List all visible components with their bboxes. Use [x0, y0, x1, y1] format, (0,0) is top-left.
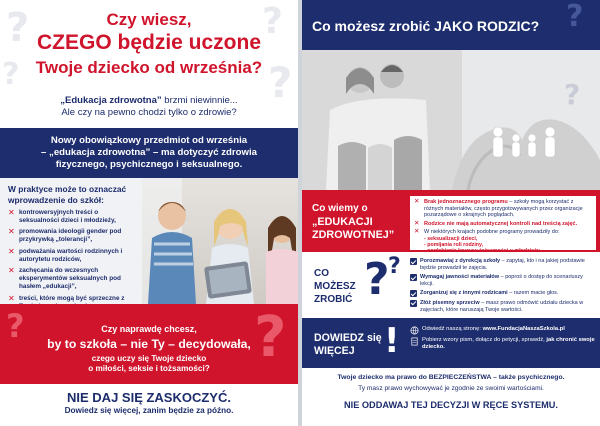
list-item: [414, 221, 592, 228]
list-item: [414, 229, 592, 236]
title-line-1: Czy wiesz,: [106, 10, 192, 29]
question-mark-icon: ?: [388, 254, 401, 279]
question-line-3-4: [0, 354, 298, 374]
right-header: [302, 0, 600, 50]
x-mark-icon: ✕: [414, 219, 420, 227]
sub-item: - pomijania roli rodziny,: [424, 242, 484, 249]
section1-label-3: ZDROWOTNEJ”: [312, 229, 395, 241]
risk-text: promowania ideologii gender pod przykrywką „tolerancji”,: [19, 228, 122, 244]
fact-bold: Rodzice nie mają automatycznej kontroli nad treścią zajęć.: [424, 220, 578, 227]
question-mark-icon: ?: [566, 0, 584, 34]
action-rest: – masz prawo odmówić udziału dziecka w zajęciach, które naruszają Twoje wartości.: [420, 299, 584, 313]
sub-item: - seksualizacji dzieci,: [424, 235, 478, 242]
question-mark-icon: ?: [262, 1, 283, 42]
download-link[interactable]: [410, 337, 596, 351]
lead-line-2: Ale czy na pewno chodzi tylko o zdrowie?: [61, 107, 237, 118]
footer-subline: Dowiedz się więcej, zanim będzie za późno.: [64, 406, 234, 415]
question-band: [0, 304, 298, 384]
x-mark-icon: ✕: [8, 246, 15, 256]
checkmark-icon: [410, 300, 417, 307]
actions-list: [410, 258, 596, 316]
title-line-2: CZEGO będzie uczone: [36, 31, 262, 54]
question-mark-icon: ?: [2, 57, 20, 92]
children-with-tablet-photo: [142, 178, 298, 304]
section3-label-2: WIĘCEJ: [314, 345, 355, 357]
x-mark-icon: ✕: [8, 208, 15, 217]
section1-label-2: „EDUKACJI: [312, 216, 373, 228]
section2-label-1: CO: [314, 268, 329, 279]
lead-text: [0, 95, 298, 119]
action-rest: – razem macie głos.: [507, 290, 559, 297]
list-item: [410, 290, 596, 297]
left-page: [0, 0, 298, 426]
question-mark-icon: ?: [364, 254, 390, 305]
lead-rest: brzmi niewinnie...: [161, 95, 238, 106]
risk-text: treści, które mogą być sprzeczne z: [19, 294, 125, 302]
x-mark-icon: ✕: [8, 293, 15, 303]
family-and-hands-photo: [302, 50, 600, 190]
risks-list: [8, 209, 140, 314]
footer-slogan: NIE ODDAWAJ TEJ DECYZJI W RĘCE SYSTEMU.: [344, 400, 558, 410]
risk-text: podważania wartości rodzinnych i autorytetu rodziców,: [19, 247, 123, 263]
fact-rest: W niektórych krajach podobne programy prowadziły do:: [424, 229, 560, 236]
action-bold: Złóż pisemny sprzeciw: [420, 299, 480, 306]
risks-intro: [8, 184, 148, 205]
svg-text:?: ?: [564, 78, 581, 111]
footer-line-1: Twoje dziecko ma prawo do BEZPIECZEŃSTWA – także psychicznego.: [337, 374, 565, 381]
question-line-1: Czy naprawdę chcesz,: [101, 324, 197, 334]
link-bold[interactable]: www.FundacjaNaszaSzkola.pl: [482, 326, 565, 332]
checkmark-icon: [410, 290, 417, 297]
list-item: [410, 274, 596, 287]
checkmark-icon: [410, 258, 417, 265]
risk-text: zachęcania do wczesnych eksperymentów seksualnych pod hasłem „edukacji”,: [19, 267, 121, 291]
facts-list: [410, 196, 596, 250]
intro-line-2: wprowadzenie do szkół:: [8, 194, 104, 205]
list-item: [410, 258, 596, 271]
document-icon: [410, 337, 419, 346]
subject-band: [0, 128, 298, 178]
what-you-can-do-section: [302, 252, 600, 318]
list-item: [8, 209, 140, 225]
list-item: [8, 248, 140, 264]
x-mark-icon: ✕: [414, 198, 420, 205]
section2-label-3: ZROBIĆ: [314, 294, 353, 305]
x-mark-icon: ✕: [8, 266, 15, 276]
section2-label-2: MOŻESZ: [314, 281, 356, 292]
globe-icon: [410, 326, 419, 335]
links-list: [410, 326, 596, 355]
link-pre: Odwiedź naszą stronę:: [422, 326, 483, 332]
right-page: [302, 0, 600, 426]
lead-bold: „Edukacja zdrowotna”: [60, 95, 162, 106]
website-link[interactable]: [410, 326, 596, 333]
what-we-know-section: [302, 190, 600, 252]
list-item: [410, 300, 596, 313]
list-item: [8, 228, 140, 244]
action-bold: Zorganizuj się z innymi rodzicami: [420, 290, 508, 297]
question-line-3: czego uczy się Twoje dziecko: [91, 354, 207, 363]
list-item: [414, 199, 592, 219]
action-bold: Porozmawiaj z dyrekcją szkoły: [420, 258, 501, 264]
list-item: [8, 267, 140, 291]
footer-line-2: Ty masz prawo wychowywać je zgodnie ze swoimi wartościami.: [358, 385, 544, 392]
band-line-3: fizycznego, psychicznego i seksualnego.: [55, 159, 243, 170]
band-line-1: Nowy obowiązkowy przedmiot od września: [50, 135, 248, 146]
intro-line-1: W praktyce może to oznaczać: [8, 184, 127, 194]
left-header: [0, 0, 298, 126]
action-rest: – zapytaj, kto i na jakiej podstawie będzie prowadził te zajęcia.: [420, 258, 585, 271]
footer-headline: NIE DAJ SIĘ ZASKOCZYĆ.: [67, 390, 231, 405]
question-mark-icon: ?: [6, 307, 25, 345]
learn-more-section: [302, 318, 600, 368]
section3-label-1: DOWIEDZ się: [314, 332, 382, 344]
risk-text: kontrowersyjnych treści o seksualności dzieci i młodzieży,: [19, 209, 116, 224]
question-line-2: by to szkoła – nie Ty – decydowała,: [47, 337, 251, 351]
x-mark-icon: ✕: [414, 228, 420, 236]
question-mark-icon: ?: [254, 305, 287, 370]
risks-section: [0, 178, 298, 304]
exclamation-mark-icon: !: [384, 321, 400, 361]
link-bold: jak chronić swoje dziecko.: [422, 337, 595, 350]
title-line-3: Twoje dziecko od września?: [35, 58, 263, 77]
question-mark-icon: ?: [6, 5, 30, 51]
checkmark-icon: [410, 274, 417, 281]
action-rest: – poproś o dostęp do scenariuszy lekcji.: [420, 274, 583, 287]
link-pre: Pobierz wzory pism, dołącz do petycji, sprawdź,: [422, 337, 547, 343]
question-mark-icon: ?: [268, 58, 293, 107]
right-title: Co możesz zrobić JAKO RODZIC?: [312, 18, 540, 34]
band-line-2: – „edukacja zdrowotna” – ma dotyczyć zdrowia: [41, 147, 257, 158]
fact-rest: – szkoły mogą korzystać z różnych materiałów, często przygotowywanych przez organizacje pozarządowe o skrajnych poglądach.: [424, 199, 583, 219]
section1-label-1: Co wiemy o: [312, 203, 368, 214]
action-bold: Wymagaj jawności materiałów: [420, 274, 500, 281]
x-mark-icon: ✕: [8, 227, 15, 237]
fact-bold: Brak jednoznacznego programu: [424, 199, 508, 205]
question-line-4: o miłości, seksie i tożsamości?: [88, 364, 210, 373]
